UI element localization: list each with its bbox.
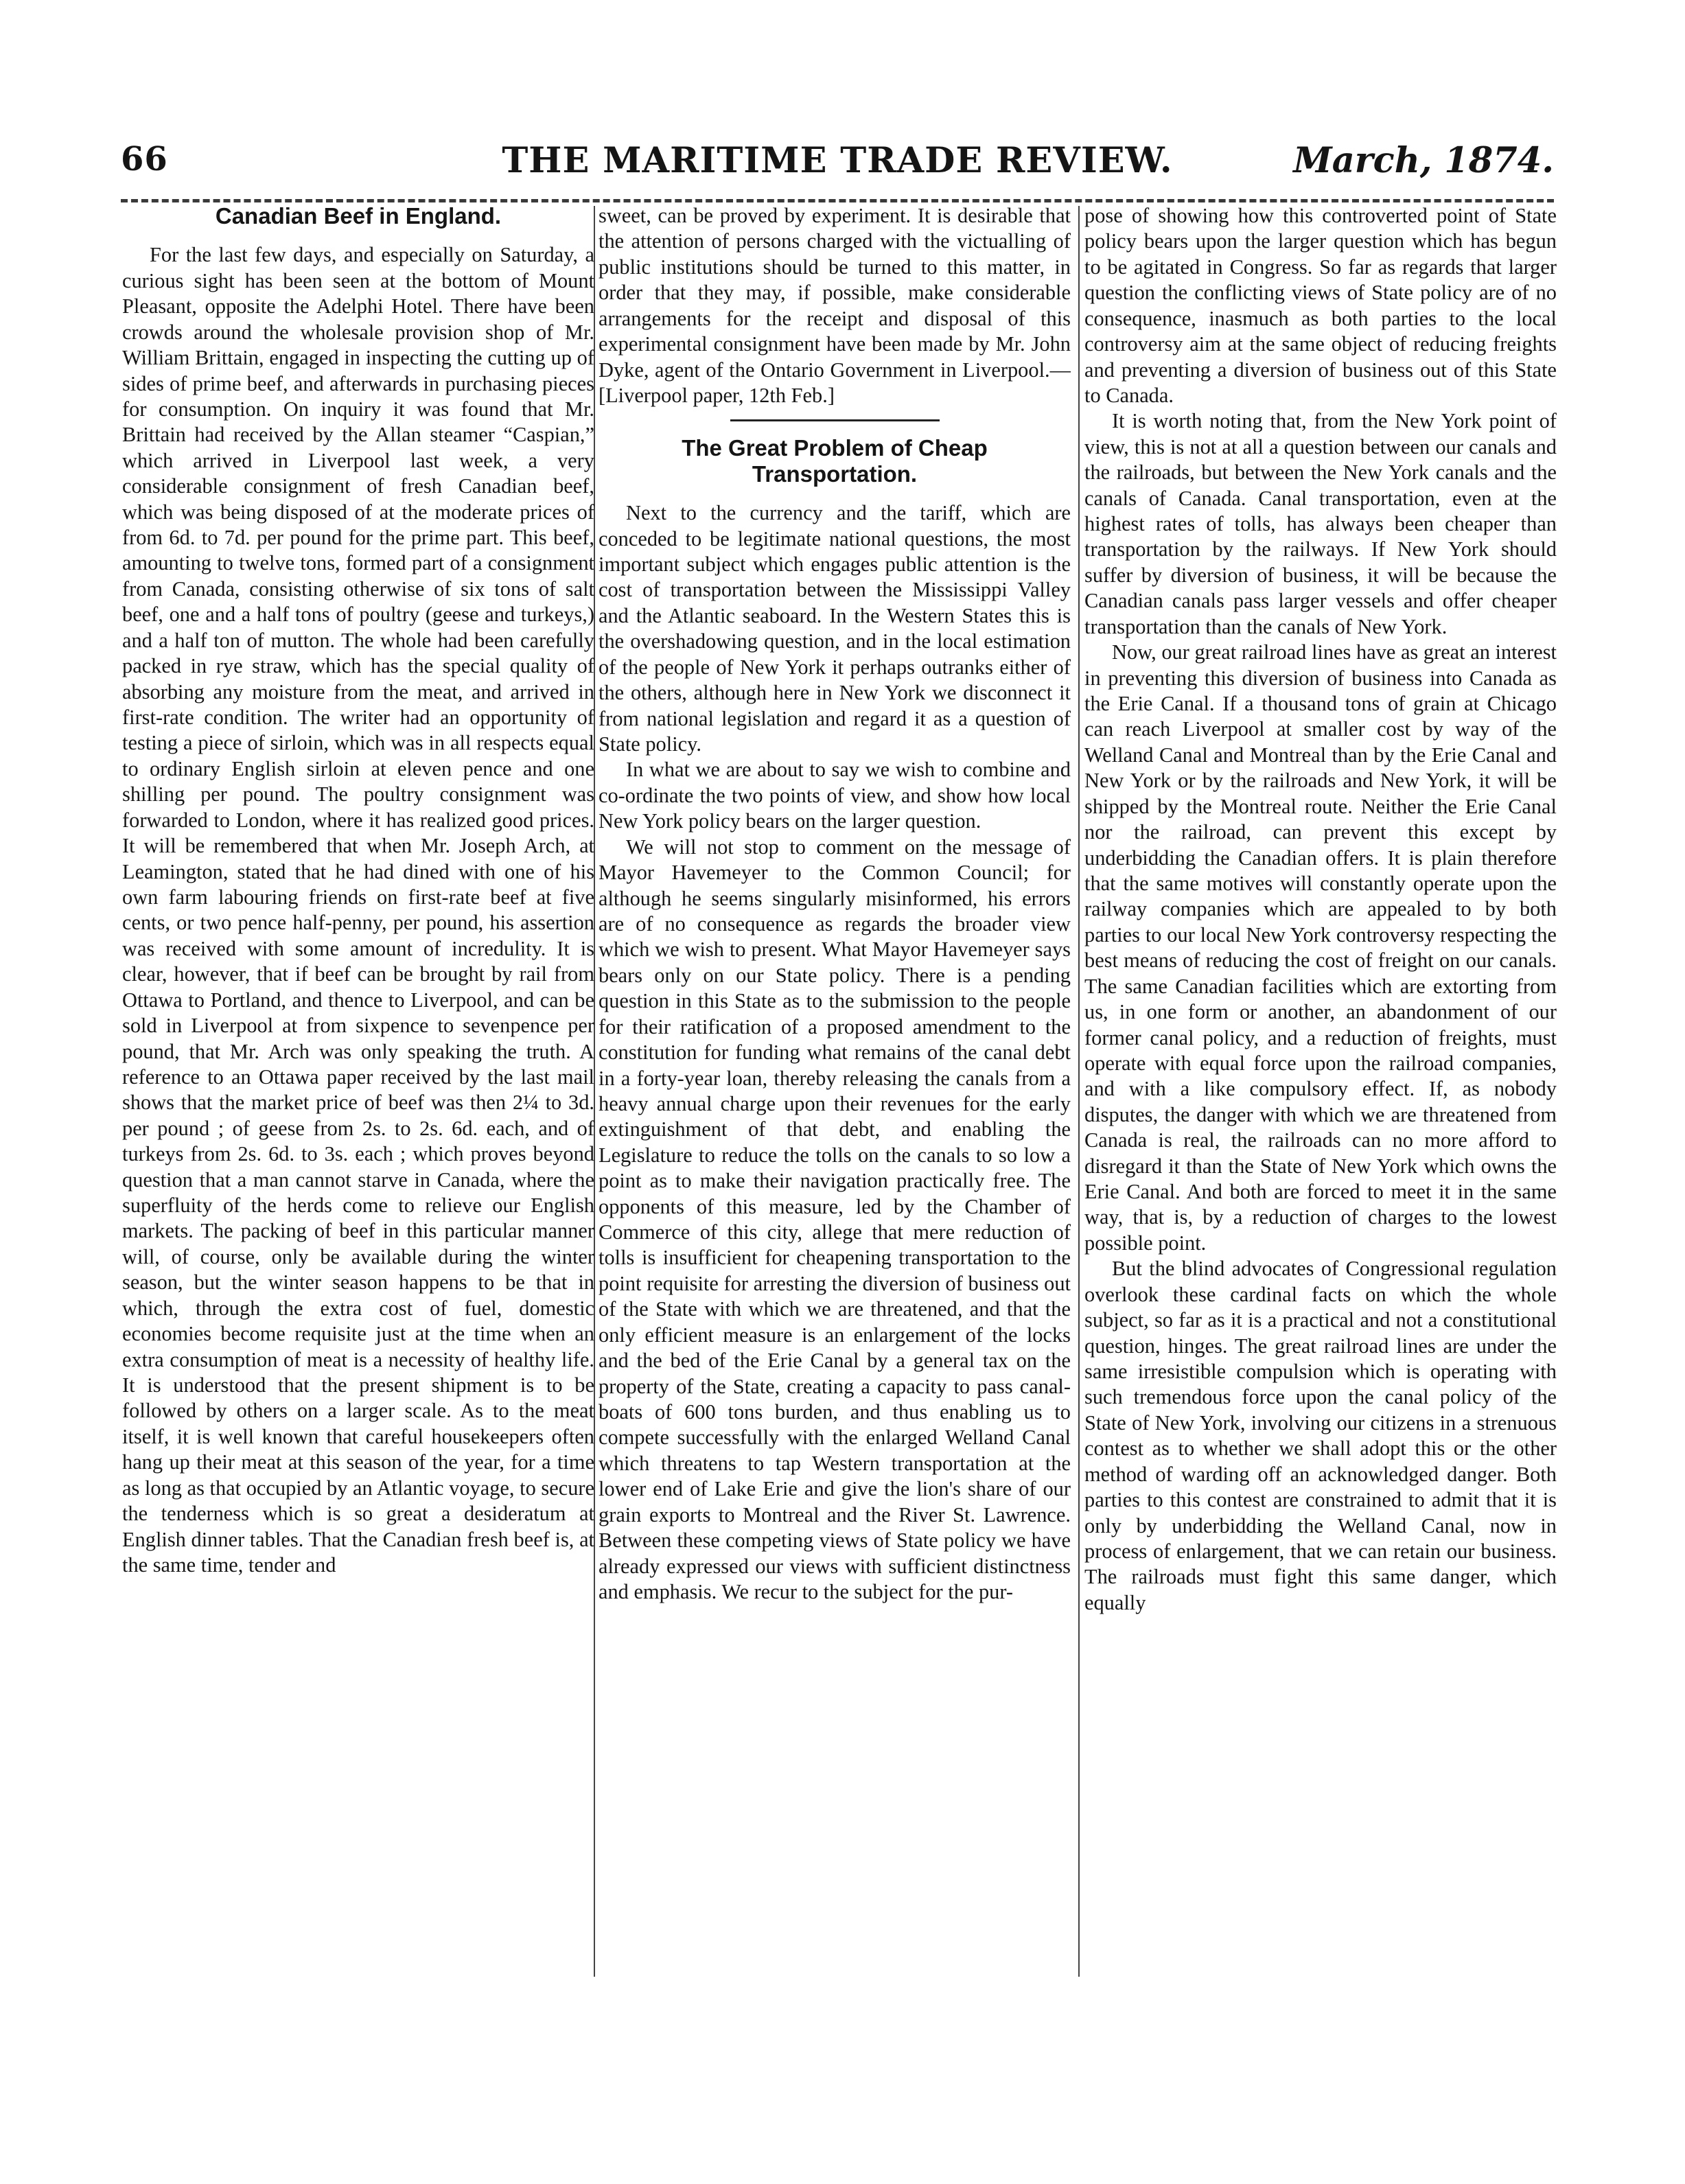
article-paragraph: It is worth noting that, from the New York point of view, this is not at all a question between our canals and the railroads, but between the New York canals and the canals of Canada. Canal transportation, even at the highest rates of tolls, has always been cheaper than transportation by the railways. If New York should suffer by diversion of business, it will be because the Canadian canals pass larger vessels and offer cheaper transportation than the canals of New York. — [1084, 409, 1557, 638]
column-2 — [599, 203, 1071, 1974]
article-paragraph: But the blind advocates of Congressional regulation overlook these cardinal facts on which the whole subject, so far as it is a practical and not a constitutional question, hinges. The great railroad lines are under the same irresistible compulsion which is operating with such tremendous force upon the canal policy of the State of New York, involving our citizens in a strenuous contest as to whether we shall adopt this or the other method of warding off an acknowledged danger. Both parties to this contest are constrained to admit that it is only by underbidding the Welland Canal, now in process of enlargement, that we can retain our business. The railroads must fight this same danger, which equally — [1084, 1257, 1557, 1614]
issue-date: March, 1874. — [1293, 140, 1554, 181]
article-paragraph: For the last few days, and especially on Saturday, a curious sight has been seen at the bottom of Mount Pleasant, opposite the Adelphi Hotel. There have been crowds around the wholesale provision shop of Mr. William Brittain, engaged in inspecting the cutting up of sides of prime beef, and afterwards in purchasing pieces for consumption. On inquiry it was found that Mr. Brittain had received by the Allan steamer “Caspian,” which arrived in Liverpool last week, a very considerable consignment of fresh Canadian beef, which was being disposed of at the moderate prices of from 6d. to 7d. per pound for the prime part. This beef, amounting to twelve tons, formed part of a consignment from Canada, consisting otherwise of six tons of salt beef, one and a half tons of poultry (geese and turkeys,) and a half ton of mutton. The whole had been carefully packed in rye straw, which has the special quality of absorbing any moisture from the meat, and arrived in first-rate condition. The writer had an opportunity of testing a piece of sirloin, which was in all respects equal to ordinary English sirloin at eleven pence and one shilling per pound. The poultry consignment was forwarded to London, where it has realized good prices. It will be remembered that when Mr. Joseph Arch, at Leamington, stated that he had dined with one of his own farm labouring friends on first-rate beef at five cents, or two pence half-penny, per pound, his assertion was received with some amount of incredulity. It is clear, however, that if beef can be brought by rail from Ottawa to Portland, and thence to Liverpool, and can be sold in Liverpool at from sixpence to sevenpence per pound, that Mr. Arch was only speaking the truth. A reference to an Ottawa paper received by the last mail shows that the market price of beef was then 2¼ to 3d. per pound ; of geese from 2s. to 2s. 6d. each, and of turkeys from 2s. 6d. to 3s. each ; which proves beyond question that a man cannot starve in Canada, where the superfluity of the herds come to relieve our English markets. The packing of beef in this particular manner will, of course, only be available during the winter season, but the winter season happens to be that in which, through the extra cost of fuel, domestic economies become requisite just at the time when an extra consumption of meat is a necessity of healthy life. It is understood that the present shipment is to be followed by others on a larger scale. As to the meat itself, it is well known that careful housekeepers often hang up their meat at this season of the year, for a time as long as that occupied by an Atlantic voyage, to secure the tenderness which is so great a desideratum at English dinner tables. That the Canadian fresh beef is, at the same time, tender and — [122, 243, 594, 1577]
journal-title: THE MARITIME TRADE REVIEW. — [502, 140, 1173, 181]
article-paragraph: We will not stop to comment on the message of Mayor Havemeyer to the Common Council; for although he seems singularly misinformed, his errors are of no consequence as regards the broader view which we wish to present. What Mayor Havemeyer says bears only on our State policy. There is a pending question in this State as to the submission to the people for their ratification of a proposed amendment to the constitution for funding what remains of the canal debt in a forty-year loan, thereby releasing the canals from a heavy annual charge upon their revenues for the early extinguishment of that debt, and enabling the Legislature to reduce the tolls on the canals to so low a point as to make their navigation practically free. The opponents of this measure, led by the Chamber of Commerce of this city, allege that mere reduction of tolls is insufficient for cheapening transportation to the point requisite for arresting the diversion of business out of the State with which we are threatened, and that the only efficient measure is an enlargement of the locks and the bed of the Erie Canal by a general tax on the property of the State, creating a capacity to pass canal-boats of 600 tons burden, and thus enabling us to compete successfully with the enlarged Welland Canal which threatens to tap Western transportation at the lower end of Lake Erie and give the lion's share of our grain exports to Montreal and the River St. Lawrence. Between these competing views of State policy we have already expressed our views with sufficient distinctness and emphasis. We recur to the subject for the pur- — [599, 835, 1071, 1603]
article-title-cheap-transportation: The Great Problem of Cheap Transportation. — [682, 435, 988, 487]
section-divider — [730, 419, 940, 421]
page-number: 66 — [121, 140, 168, 178]
column-3 — [1084, 203, 1557, 1974]
article-title-canadian-beef: Canadian Beef in England. — [215, 203, 502, 229]
article-paragraph: In what we are about to say we wish to combine and co-ordinate the two points of view, and show how local New York policy bears on the larger question. — [599, 758, 1071, 833]
article-paragraph: Now, our great railroad lines have as great an interest in preventing this diversion of business into Canada as the Erie Canal. If a thousand tons of grain at Chicago can reach Liverpool at smaller cost by way of the Welland Canal and Montreal than by the Erie Canal and New York or by the railroads and New York, it will be shipped by the Montreal route. Neither the Erie Canal nor the railroad, can prevent this except by underbidding the Canadian offers. It is plain therefore that the same motives will constantly operate upon the railway companies which are appealed to by both parties to our local New York controversy respecting the best means of reducing the cost of freight on our canals. The same Canadian facilities which are extorting from us, in one form or another, an abandonment of our former canal policy, and a reduction of freights, must operate with equal force upon the railroad companies, and with a like compulsory effect. If, as nobody disputes, the danger with which we are threatened from Canada is real, the railroads can no more afford to disregard it than the State of New York which owns the Erie Canal. And both are forced to meet it in the same way, that is, by a reduction of charges to the lowest possible point. — [1084, 640, 1557, 1255]
article-paragraph-continued: sweet, can be proved by experiment. It is desirable that the attention of persons charged with the victualling of public institutions should be turned to this matter, in order that they may, if possible, make considerable arrangements for the receipt and disposal of this experimental consignment have been made by Mr. John Dyke, agent of the Ontario Government in Liverpool.—[Liverpool paper, 12th Feb.] — [599, 204, 1071, 407]
column-rule — [1078, 206, 1080, 1977]
article-paragraph-continued: pose of showing how this controverted point of State policy bears upon the larger question which has begun to be agitated in Congress. So far as regards that larger question the conflicting views of State policy are of no consequence, inasmuch as both parties to the local controversy aim at the same object of reducing freights and preventing a diversion of business out of this State to Canada. — [1084, 204, 1557, 407]
page-header — [121, 140, 1554, 189]
header-rule — [121, 199, 1554, 202]
article-paragraph: Next to the currency and the tariff, which are conceded to be legitimate national questions, the most important subject which engages public attention is the cost of transportation between the Mississippi Valley and the Atlantic seaboard. In the Western States this is the overshadowing question, and in the local estimation of the people of New York it perhaps outranks either of the others, although here in New York we disconnect it from national legislation and regard it as a question of State policy. — [599, 501, 1071, 756]
column-1 — [122, 203, 594, 1974]
